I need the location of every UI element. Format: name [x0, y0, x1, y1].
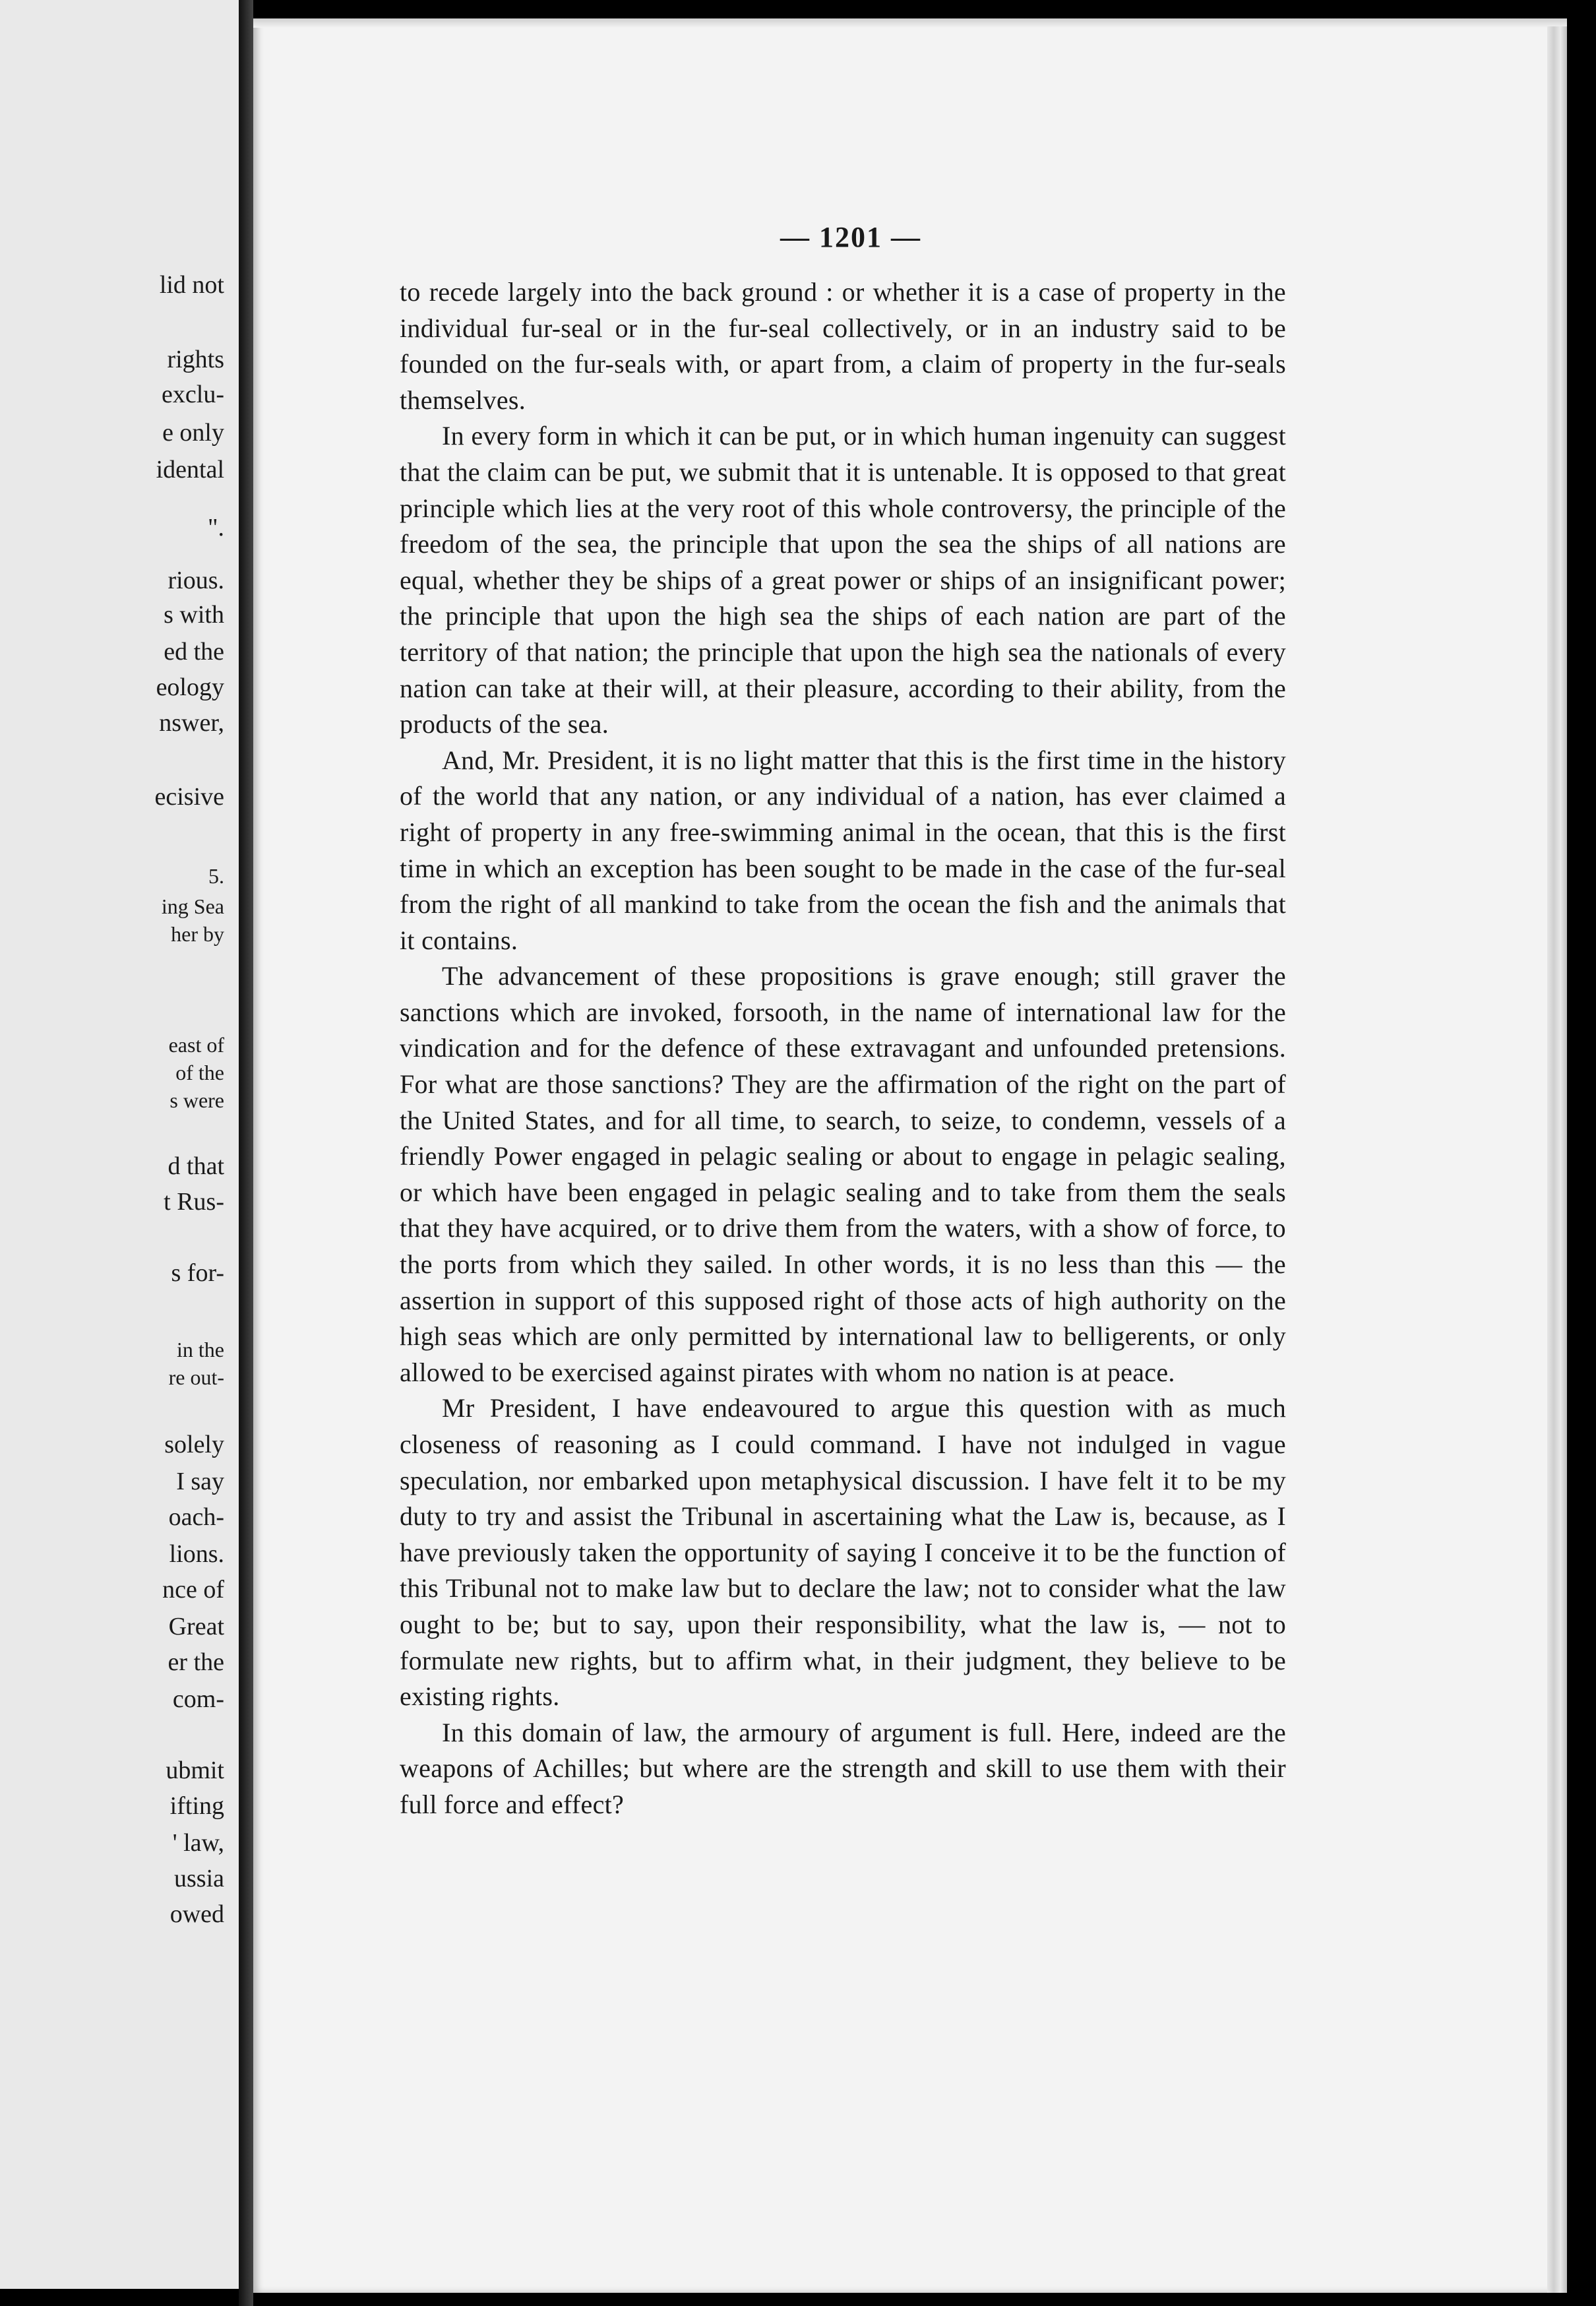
left-page-fragment: ". [207, 514, 224, 542]
left-page-fragment: I say [176, 1468, 224, 1495]
left-page-fragment: s for- [171, 1259, 224, 1287]
left-page-fragment: t Rus- [164, 1188, 224, 1216]
left-page-fragment: d that [168, 1152, 224, 1180]
left-page-fragment: ifting [169, 1792, 224, 1820]
left-page-fragment: exclu- [162, 381, 224, 408]
left-page-fragment: nswer, [159, 709, 224, 737]
left-page-fragment: nce of [162, 1576, 224, 1604]
left-page-fragment: her by [171, 922, 224, 946]
paragraph-6: In this domain of law, the armoury of argument is full. Here, indeed are the weapons of Achilles; but where are the strength and skill to use them with their full force and effect? [400, 1717, 1286, 1819]
left-page-fragment: ing Sea [161, 894, 224, 918]
left-page-fragment: e only [162, 419, 224, 447]
book-gutter [239, 0, 253, 2306]
left-page-fragment: Great [168, 1613, 224, 1640]
body-text [400, 274, 1286, 1823]
paragraph-2: In every form in which it can be put, or in which human ingenuity can suggest that the claim can be put, we submit that it is untenable. It is opposed to that great principle which lies at the very root of this whole controversy, the principle of the freedom of the sea, the principle that upon the sea the ships of all nations are equal, whether they be ships of a great power or ships of an insignificant power; the principle that upon the high sea the ships of each nation are part of the territory of that nation; the principle that upon the high sea the nationals of every nation can take at their will, at their pleasure, according to their ability, from the products of the sea. [400, 421, 1286, 739]
paragraph-3: And, Mr. President, it is no light matter that this is the first time in the history of the world that any nation, or any individual of a nation, has ever claimed a right of property in any free-swimming animal in the ocean, that this is the first time in which an exception has been sought to be made in the case of the fur-seal from the right of all mankind to take from the ocean the fish and the animals that it contains. [400, 745, 1286, 955]
left-page-fragment: rious. [168, 567, 224, 594]
paragraph-5: Mr President, I have endeavoured to argue this question with as much closeness of reasoning as I could command. I have not indulged in vague speculation, nor embarked upon metaphysical discussion. I have felt it to be my duty to try and assist the Tribunal in ascertaining what the Law is, because, as I have previously taken the opportunity of saying I conceive it to be the function of this Tribunal not to make law but to declare the law; not to consider what the law ought to be; but to say, upon their responsibility, what the law is, — not to formulate new rights, but to affirm what, in their judgment, they believe to be existing rights. [400, 1393, 1286, 1712]
page-number: — 1201 — [780, 221, 921, 253]
left-page-fragment: lid not [159, 271, 224, 299]
left-page-fragment: s were [169, 1088, 224, 1112]
left-page-fragment: ubmit [166, 1757, 224, 1784]
left-page-fragment: ed the [164, 638, 224, 666]
left-page-fragment: owed [169, 1900, 224, 1928]
left-page-fragment: in the [177, 1338, 224, 1361]
left-page-fragment: rights [167, 346, 224, 373]
left-page-fragment: oach- [168, 1503, 224, 1531]
paragraph-1: to recede largely into the back ground : or whether it is a case of property in the individual fur-seal or in the fur-seal collectively, or in an industry said to be founded on the fur-seals with, or apart from, a claim of property in the fur-seals themselves. [400, 277, 1286, 415]
left-page-fragment: 5. [208, 864, 224, 888]
left-page-fragment: lions. [169, 1540, 224, 1568]
left-page-fragment: of the [175, 1061, 224, 1084]
left-page-fragment: com- [172, 1685, 224, 1713]
page-top-edge [253, 18, 1567, 28]
left-page-fragment: ' law, [172, 1829, 224, 1857]
paragraph-4: The advancement of these propositions is grave enough; still graver the sanctions which are invoked, forsooth, in the name of international law for the vindication and for the defence of these extravagant and unfounded pretensions. For what are those sanctions? They are the affirmation of the right on the part of the United States, and for all time, to search, to seize, to condemn, vessels of a friendly Power engaged in pelagic sealing or about to engage in pelagic sealing, or which have been engaged in pelagic sealing and to take from them the seals that they have acquired, or to drive them from the waters, with a show of force, to the ports from which they sailed. In other words, it is no less than this — the assertion in support of this supposed right of those acts of high authority on the high seas which are only permitted by international law to belligerents, or only allowed to be exercised against pirates with whom no nation is at peace. [400, 961, 1286, 1387]
left-page-fragment: re out- [168, 1365, 224, 1389]
left-page-edge [0, 0, 240, 2289]
left-page-fragment: ussia [174, 1865, 224, 1892]
left-page-fragment: eology [156, 673, 224, 701]
page-stack-edge [1547, 26, 1567, 2293]
left-page-fragment: solely [164, 1431, 224, 1458]
left-page-fragment: er the [168, 1648, 224, 1676]
left-page-fragment: ecisive [154, 783, 224, 811]
left-page-fragment: idental [156, 456, 224, 483]
left-page-fragment: s with [164, 601, 224, 629]
left-page-fragment: east of [168, 1033, 224, 1057]
